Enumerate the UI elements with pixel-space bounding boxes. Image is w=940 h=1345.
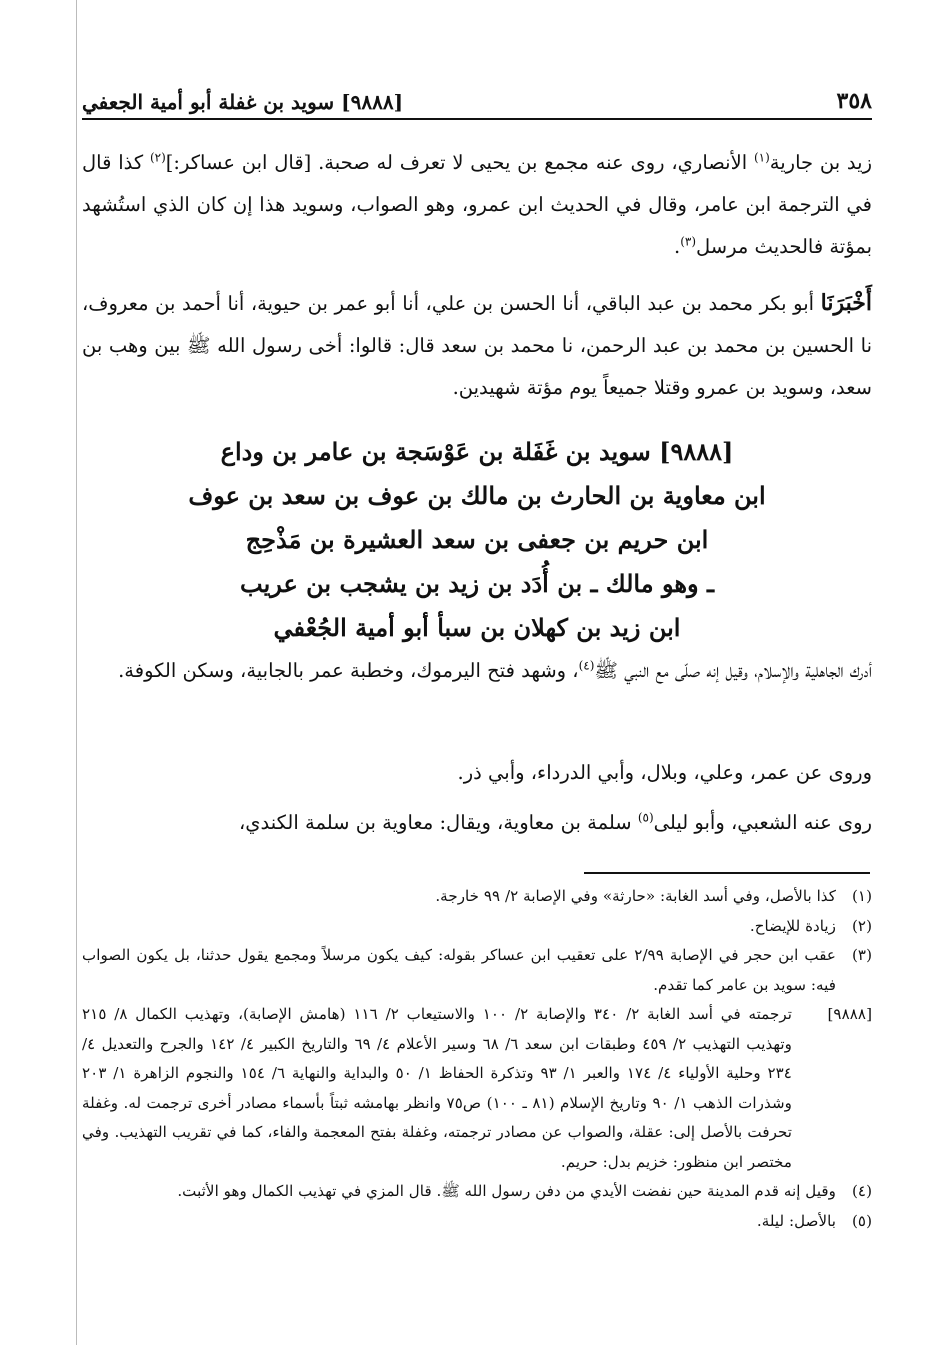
entry-line-4: ـ وهو مالك ـ بن أُدَد بن زيد بن يشجب بن عريب xyxy=(240,569,714,598)
p5-text-1: روى عنه الشعبي، وأبو ليلى xyxy=(653,811,872,834)
paragraph-3 xyxy=(82,650,872,692)
isnad-text: أبو بكر محمد بن عبد الباقي، أنا الحسن بن علي، أنا أبو عمر بن حيوية، أنا أحمد بن معروف، نا الحسين بن محمد بن عبد الرحمن، نا محمد بن سعد قال: قالوا: أخى رسول الله ﷺ بين وهب بن سعد، وسويد بن عمرو وقتلا جميعاً يوم مؤتة شهيدين. xyxy=(82,292,872,399)
entry-line-5: ابن زيد بن كهلان بن سبأ أبو أمية الجُعْفي xyxy=(273,613,681,642)
footnote-ref-2[interactable]: (٢) xyxy=(149,150,166,165)
entry-line-2: ابن معاوية بن الحارث بن مالك بن عوف بن سعد بن عوف xyxy=(188,481,766,510)
footnote-marker: (١) xyxy=(851,887,872,905)
footnote-text: كذا بالأصل، وفي أسد الغابة: «حارثة» وفي الإصابة ٢/ ٩٩ خارجة. xyxy=(435,887,836,905)
page-header xyxy=(82,78,872,114)
entry-line-3: ابن حريم بن جعفى بن سعد العشيرة بن مَذْحِج xyxy=(245,525,709,554)
footnote-ref-4[interactable]: (٤) xyxy=(578,658,595,673)
p4-text: وروى عن عمر، وعلي، وبلال، وأبي الدرداء، وأبي ذر. xyxy=(457,761,872,784)
footnote-ref-1[interactable]: (١) xyxy=(753,150,770,165)
running-title: [٩٨٨٨] سويد بن غفلة أبو أمية الجعفي xyxy=(82,90,404,114)
akhbarana-lead: أَخْبَرَنَا xyxy=(820,290,872,316)
footnote-marker: (٥) xyxy=(851,1211,872,1230)
paragraph-5 xyxy=(82,802,872,844)
footnote-5 xyxy=(82,1207,872,1237)
footnote-ref-3[interactable]: (٣) xyxy=(680,234,697,249)
p1-text-2: الأنصاري، روى عنه مجمع بن يحيى لا تعرف له صحبة. [قال ابن عساكر:] xyxy=(165,151,754,174)
footnote-text: ترجمته في أسد الغابة ٢/ ٣٤٠ والإصابة ٢/ ١٠٠ والاستيعاب ٢/ ١١٦ (هامش الإصابة)، وتهذيب الكمال ٨/ ٢١٥ وتهذيب التهذيب ٢/ ٤٥٩ وطبقات ابن سعد ٦/ ٦٨ وسير الأعلام ٤/ ٦٩ والتاريخ الكبير ٤/ ١٤٢ والجرح والتعديل ٤/ ٢٣٤ وحلية الأولياء ٤/ ١٧٤ والعبر ١/ ٩٣ وتذكرة الحفاظ ١/ ٥٠ والبداية والنهاية ٦/ ١٥٤ والنجوم الزاهرة ١/ ٢٠٣ وشذرات الذهب ١/ ٩٠ وتاريخ الإسلام (٨١ ـ ١٠٠) ص٧٥ وانظر بهامشه ثبتاً بأسماء مصادر أخرى ترجمت له. وغفلة تحرفت بالأصل إلى: عقلة، والصواب عن مصادر ترجمته، وغفلة بفتح المعجمة والفاء، كما في تقريب التهذيب. وفي مختصر ابن منظور: خزيم بدل: حريم. xyxy=(82,1005,793,1171)
p1-text-4: . xyxy=(674,235,681,258)
entry-heading xyxy=(82,430,872,650)
p3-text-1: أدرك الجاهلية والإسلام، وقيل إنه صلّى مع النبي ﷺ xyxy=(594,659,872,682)
page-number: ٣٥٨ xyxy=(836,88,872,114)
footnote-4 xyxy=(82,1177,872,1207)
footnote-text: بالأصل: ليلة. xyxy=(756,1211,836,1230)
footnote-divider xyxy=(584,872,870,874)
p1-text-3: كذا قال في الترجمة ابن عامر، وقال في الحديث ابن عمرو، وهو الصواب، وسويد هذا إن كان الذي استُشهد بمؤتة فالحديث مرسل xyxy=(82,151,872,258)
p5-text-2: سلمة بن معاوية، ويقال: معاوية بن سلمة الكندي، xyxy=(238,811,638,834)
footnote-marker: (٣) xyxy=(851,946,872,964)
paragraph-2-isnad xyxy=(82,282,872,409)
footnote-2 xyxy=(82,912,872,942)
footnotes xyxy=(82,882,872,1236)
footnote-text: وقيل إنه قدم المدينة حين نفضت الأيدي من دفن رسول الله ﷺ. قال المزي في تهذيب الكمال وهو الأثبت. xyxy=(177,1182,836,1200)
footnote-text: زيادة للإيضاح. xyxy=(749,916,836,935)
footnote-marker: [٩٨٨٨] xyxy=(827,1005,872,1023)
p1-text-1: زيد بن جارية xyxy=(769,151,873,174)
header-divider xyxy=(82,118,872,120)
footnote-ref-5[interactable]: (٥) xyxy=(637,810,654,825)
paragraph-1 xyxy=(82,142,872,268)
footnote-1 xyxy=(82,882,872,912)
footnote-marker: (٤) xyxy=(851,1182,872,1200)
p3-text-2: ، وشهد فتح اليرموك، وخطبة عمر بالجابية، وسكن الكوفة. xyxy=(118,659,579,682)
margin-line xyxy=(76,0,77,1345)
footnote-3 xyxy=(82,941,872,1000)
footnote-marker: (٢) xyxy=(851,916,872,935)
footnote-entry-sources xyxy=(82,1000,872,1177)
paragraph-4 xyxy=(82,752,872,794)
footnote-text: عقب ابن حجر في الإصابة ٢/٩٩ على تعقيب ابن عساكر بقوله: كيف يكون مرسلاً ومجمع يقول حدثنا، بل يكون الصواب فيه: سويد بن عامر كما تقدم. xyxy=(82,946,836,994)
entry-line-1: [٩٨٨٨] سويد بن غَفَلة بن عَوْسَجة بن عامر بن وداع xyxy=(220,437,734,466)
